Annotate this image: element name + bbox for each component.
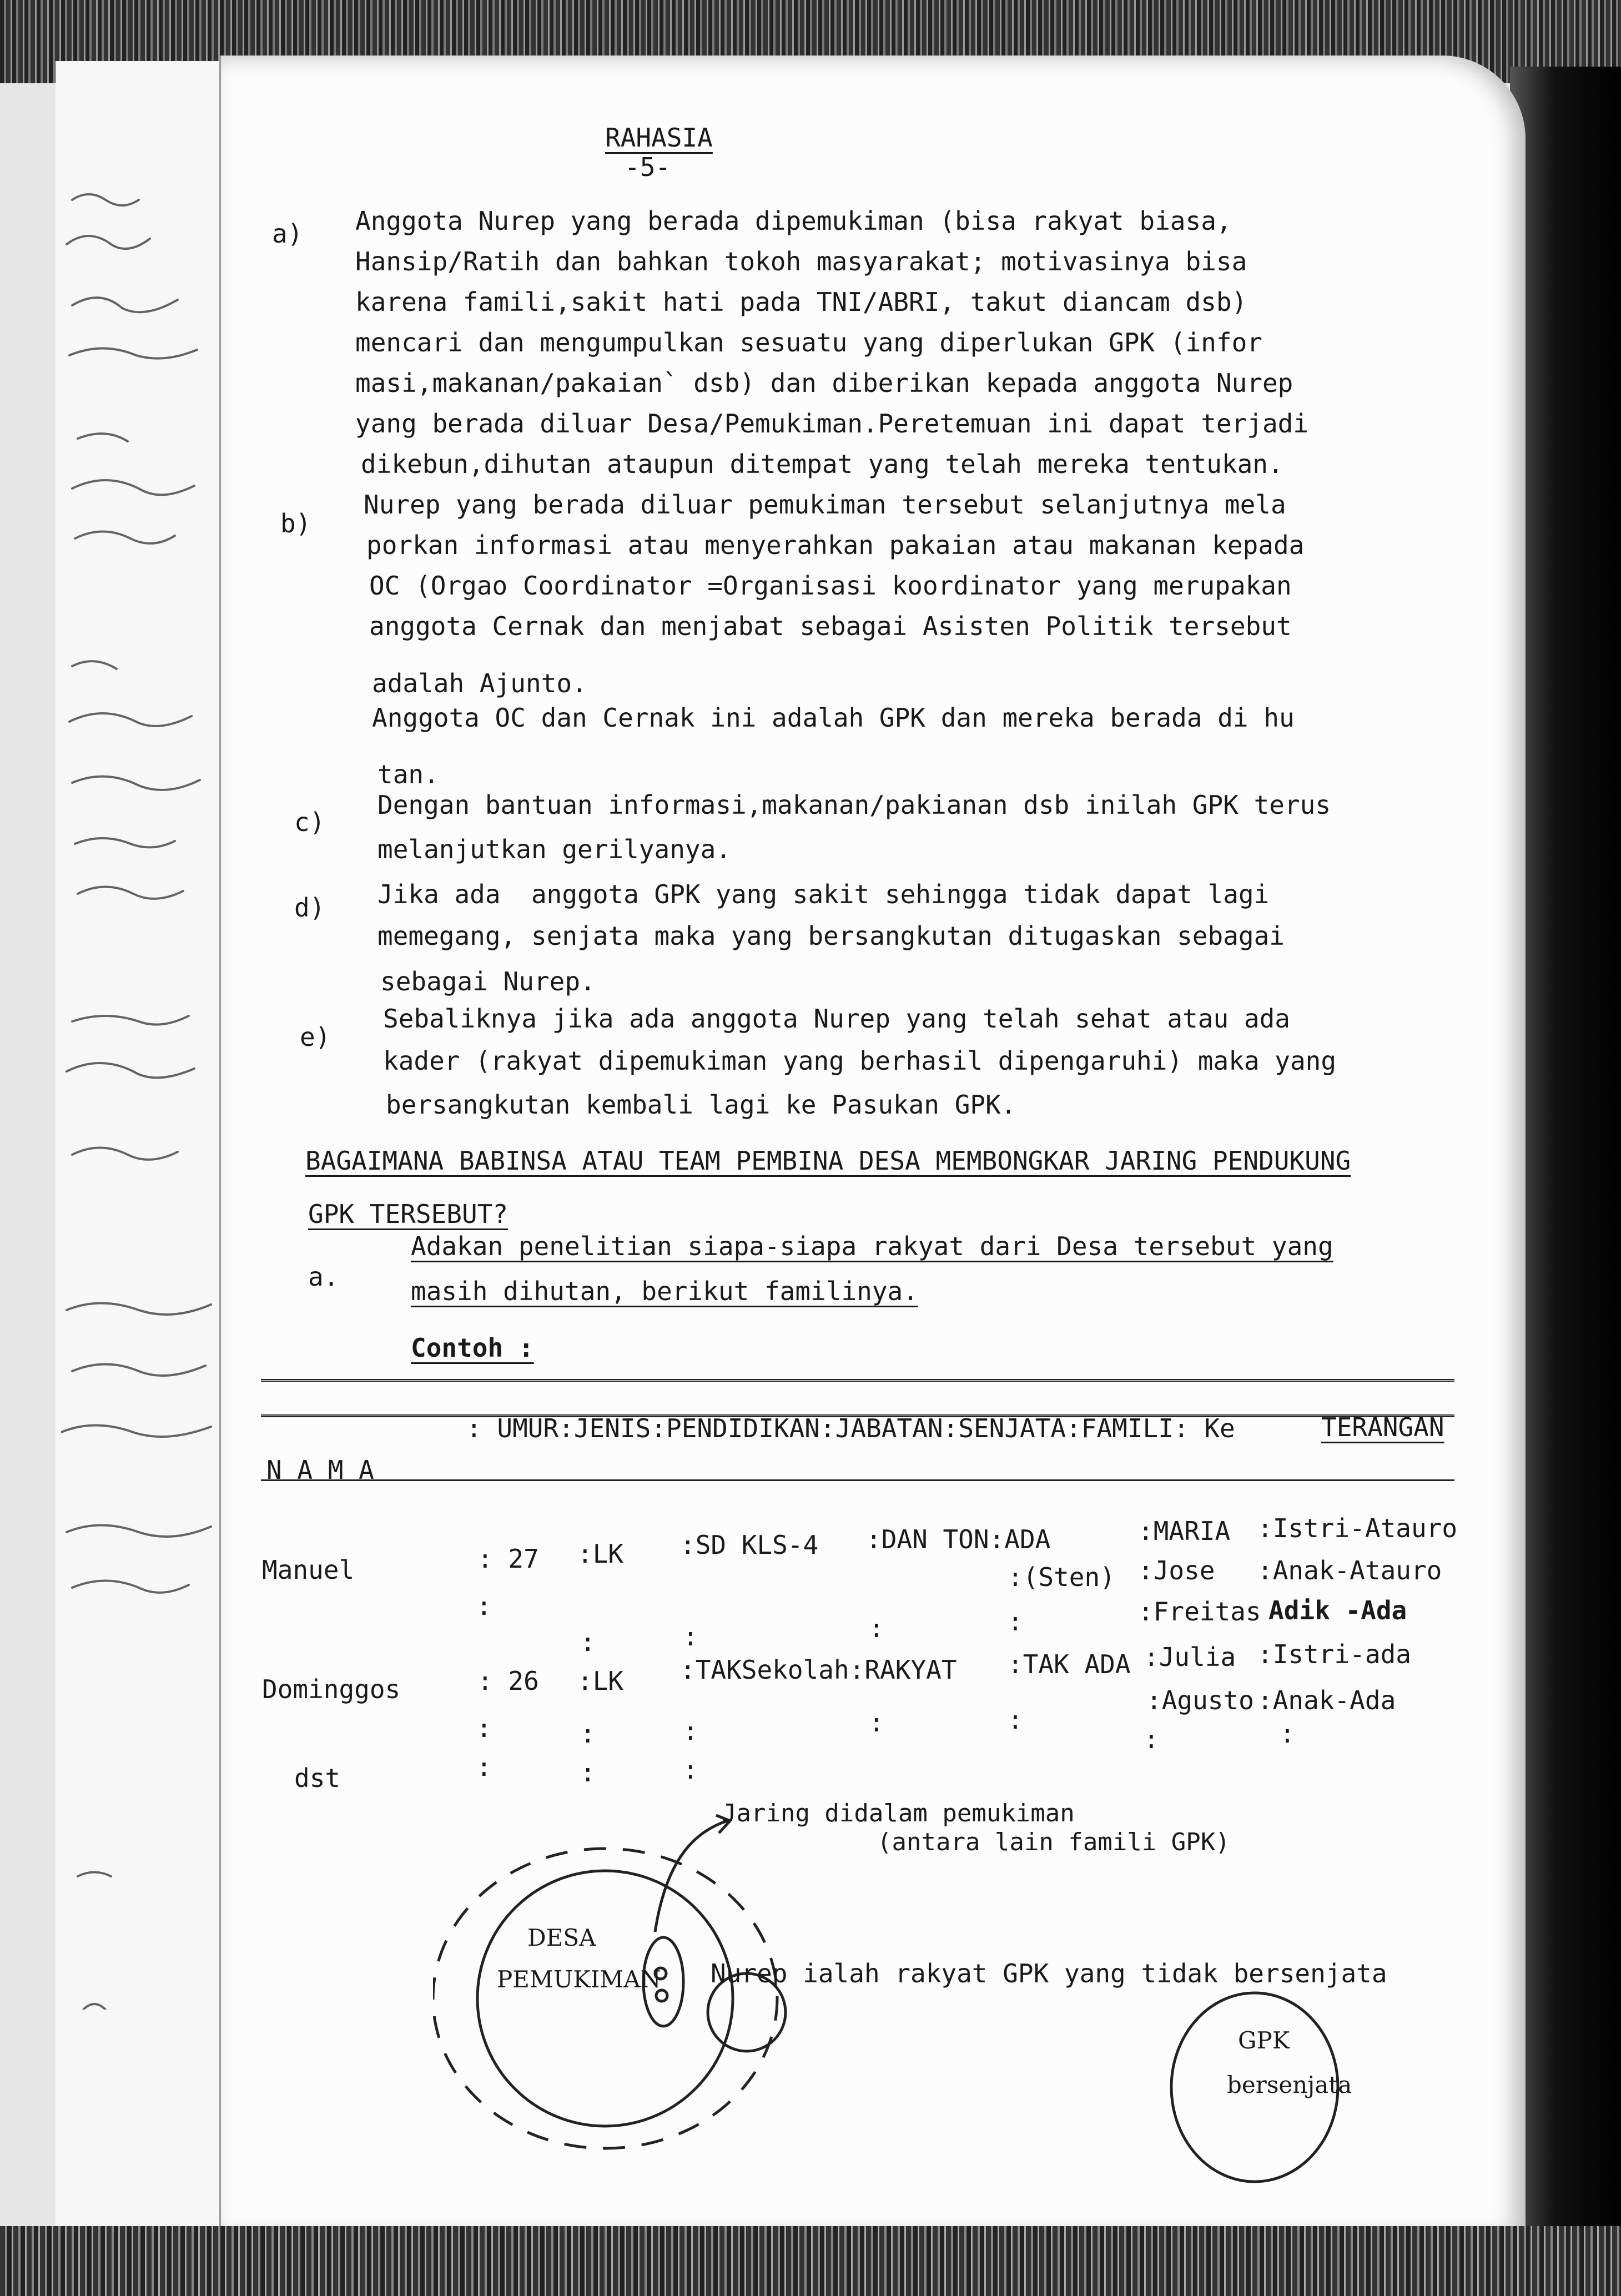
cell-senjata: :TAK ADA [1008,1649,1131,1679]
table-colon: : [683,1755,698,1785]
paragraph-line: bersangkutan kembali lagi ke Pasukan GPK. [386,1090,1016,1120]
handwritten-margin-notes [61,178,217,2010]
scan-border-bottom [0,2226,1621,2296]
paragraph-line: masi,makanan/pakaian` dsb) dan diberikan kepada anggota Nurep [355,368,1293,398]
paragraph-line: masih dihutan, berikut familinya. [411,1276,918,1306]
item-marker: b) [280,508,311,538]
cell-jenis: :LK [577,1666,624,1696]
outer-dashed-circle [433,1849,777,2148]
example-label: Contoh : [411,1333,534,1363]
cell-jenis: :LK [577,1539,624,1569]
paragraph-line: porkan informasi atau menyerahkan pakaian atau makanan kepada [366,530,1305,560]
scan-border-right [1510,67,1621,2232]
item-marker: d) [294,893,325,923]
paragraph-line: yang berada diluar Desa/Pemukiman.Peretemuan ini dapat terjadi [355,409,1309,439]
diagram-label-jaring-sub: (antara lain famili GPK) [877,1828,1230,1856]
table-colon: : [683,1716,698,1746]
paragraph-line: Dengan bantuan informasi,makanan/pakianan dsb inilah GPK terus [377,790,1331,820]
cell-famili: :Julia [1144,1642,1236,1672]
section-heading: BAGAIMANA BABINSA ATAU TEAM PEMBINA DESA MEMBONGKAR JARING PENDUKUNG [305,1146,1351,1176]
paragraph-line: adalah Ajunto. [372,668,587,698]
cell-umur: : 27 [477,1544,539,1574]
table-header-nama: N A M A [266,1455,374,1485]
cell-keterangan: :Anak-Ada [1257,1685,1396,1715]
table-header-underline [261,1479,1454,1481]
jaring-arrow [655,1821,727,1932]
cell-pendidikan: :TAKSekolah:RAKYAT [680,1655,957,1685]
cell-senjata: :(Sten) [1008,1562,1115,1592]
diagram-gpk-label: GPK [1238,2027,1290,2054]
paragraph-line: Anggota OC dan Cernak ini adalah GPK dan mereka berada di hu [372,703,1295,733]
cell-umur: : 26 [477,1666,539,1696]
item-marker: c) [294,807,325,837]
paragraph-line: tan. [377,759,439,789]
table-colon: : [580,1719,596,1749]
cell-pendidikan: :SD KLS-4 [680,1530,819,1560]
table-colon: : [476,1713,492,1743]
page-number: -5- [625,152,671,182]
classification-header: RAHASIA [605,123,713,153]
table-header-keterangan: TERANGAN [1321,1412,1444,1442]
diagram-label-jaring: Jaring didalam pemukiman [722,1799,1075,1827]
item-marker: a. [308,1262,339,1292]
paragraph-line: Hansip/Ratih dan bahkan tokoh masyarakat; motivasinya bisa [355,246,1247,276]
cell-keterangan: :Anak-Atauro [1257,1555,1442,1585]
paragraph-line: kader (rakyat dipemukiman yang berhasil dipengaruhi) maka yang [383,1046,1337,1076]
table-colon: : [476,1752,492,1782]
table-colon: : [683,1622,698,1651]
diagram-nurep-label: Nurep ialah rakyat GPK yang tidak bersenjata [711,1958,1387,1988]
paragraph-line: Sebaliknya jika ada anggota Nurep yang telah sehat atau ada [383,1004,1290,1034]
table-colon: : [1008,1705,1023,1735]
cell-nama: Dominggos [262,1674,401,1704]
table-colon: : [869,1708,884,1738]
paragraph-line: Jika ada anggota GPK yang sakit sehingga tidak dapat lagi [377,879,1270,909]
cell-keterangan: :Istri-Atauro [1257,1513,1458,1543]
desa-circle [477,1871,733,2126]
network-diagram [433,1799,1488,2232]
cell-keterangan: Adik -Ada [1268,1595,1407,1625]
paragraph-line: Nurep yang berada diluar pemukiman tersebut selanjutnya mela [364,490,1286,520]
section-heading: GPK TERSEBUT? [308,1199,509,1229]
paragraph-line: Anggota Nurep yang berada dipemukiman (bisa rakyat biasa, [355,206,1232,236]
cell-famili: :Freitas [1138,1597,1261,1627]
paragraph-line: sebagai Nurep. [380,966,596,996]
table-colon: : [580,1627,596,1657]
table-header-columns: : UMUR:JENIS:PENDIDIKAN:JABATAN:SENJATA:FAMILI: Ke [466,1413,1235,1443]
table-colon: : [869,1613,884,1643]
cell-jabatan: :DAN TON:ADA [866,1524,1051,1554]
paragraph-line: memegang, senjata maka yang bersangkutan ditugaskan sebagai [377,921,1285,951]
diagram-desa-label: DESA [527,1924,596,1951]
paragraph-line: mencari dan mengumpulkan sesuatu yang diperlukan GPK (infor [355,328,1262,358]
paragraph-line: anggota Cernak dan menjabat sebagai Asisten Politik tersebut [369,611,1292,641]
cell-keterangan: :Istri-ada [1257,1639,1411,1669]
table-colon: : [1008,1607,1023,1637]
table-rule-top [261,1379,1454,1382]
item-marker: e) [300,1022,331,1052]
cell-famili: :Jose [1138,1555,1215,1585]
table-colon: : [1280,1719,1295,1749]
cell-famili: :Agusto [1146,1685,1254,1715]
diagram-bersenjata-label: bersenjata [1227,2071,1352,2098]
paragraph-line: OC (Orgao Coordinator =Organisasi koordinator yang merupakan [369,571,1292,601]
cell-nama: Manuel [262,1555,355,1585]
paragraph-line: dikebun,dihutan ataupun ditempat yang telah mereka tentukan. [361,449,1283,479]
item-marker: a) [272,219,303,249]
paragraph-line: melanjutkan gerilyanya. [377,834,731,864]
diagram-pemukiman-label: PEMUKIMAN [497,1966,661,1993]
table-row-etc: dst [294,1763,341,1793]
paragraph-line: karena famili,sakit hati pada TNI/ABRI, takut diancam dsb) [355,287,1247,317]
table-colon: : [476,1591,492,1621]
table-colon: : [1144,1724,1159,1754]
paragraph-line: Adakan penelitian siapa-siapa rakyat dari Desa tersebut yang [411,1231,1333,1261]
cell-famili: :MARIA [1138,1516,1231,1546]
table-colon: : [580,1758,596,1788]
